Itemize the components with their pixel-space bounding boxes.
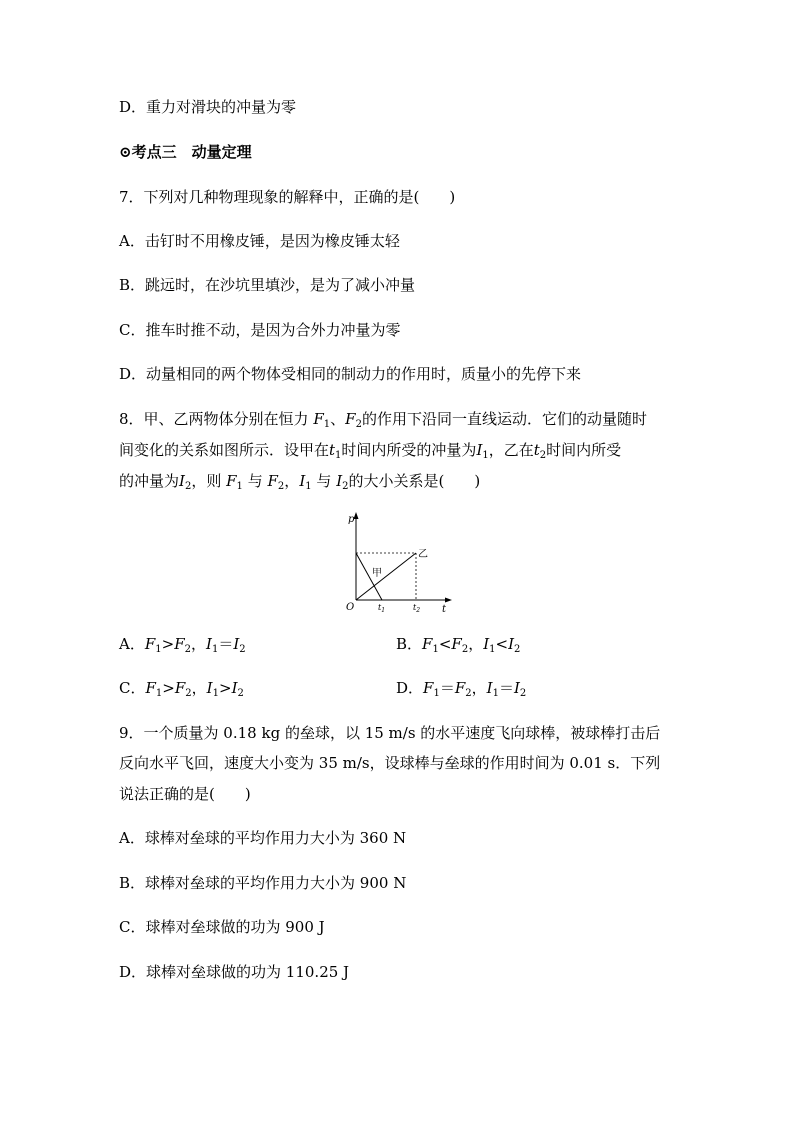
q7-option-a: A．击钉时不用橡皮锤，是因为橡皮锤太轻 [119, 232, 400, 250]
q8-option-d: D．$F_1=F_2$，$I_1=I_2$ [396, 679, 527, 699]
q7-stem: 7．下列对几种物理现象的解释中，正确的是( ) [119, 188, 456, 206]
q8-option-b: B．$F_1<F_2$，$I_1<I_2$ [396, 635, 521, 655]
q8-stem-line1: 8．甲、乙两物体分别在恒力 $F_1$、$F_2$的作用下沿同一直线运动．它们的动量随时 [119, 410, 647, 430]
q7-option-b: B．跳远时，在沙坑里填沙，是为了减小冲量 [119, 276, 416, 294]
yi-label: 乙 [418, 549, 428, 560]
jia-label: 甲 [372, 568, 382, 579]
t-axis-arrow-icon [445, 598, 452, 603]
q7-option-d: D．动量相同的两个物体受相同的制动力的作用时，质量小的先停下来 [119, 365, 582, 383]
q9-option-a: A．球棒对垒球的平均作用力大小为 360 N [119, 829, 407, 847]
momentum-time-graph [338, 508, 458, 612]
q8-stem-line3: 的冲量为$I_2$，则 $F_1$ 与 $F_2$，$I_1$ 与 $I_2$的大小关系是( ) [119, 472, 481, 492]
q9-stem-line3: 说法正确的是( ) [119, 785, 251, 803]
t1-label: $t_1$ [378, 603, 386, 612]
origin-label: O [346, 602, 355, 612]
target-icon: ⊙ [119, 143, 132, 161]
q7-option-c: C．推车时推不动，是因为合外力冲量为零 [119, 321, 401, 339]
p-label: p [348, 514, 355, 525]
line-yi [356, 553, 416, 600]
q9-option-d: D．球棒对垒球做的功为 110.25 J [119, 963, 350, 981]
t-label: t [442, 604, 447, 612]
q6-option-d: D．重力对滑块的冲量为零 [119, 98, 297, 116]
t2-label: $t_2$ [413, 603, 421, 612]
q9-stem-line1: 9．一个质量为 0.18 kg 的垒球，以 15 m/s 的水平速度飞向球棒，被球棒打击后 [119, 724, 661, 742]
q8-option-a: A．$F_1>F_2$，$I_1=I_2$ [119, 635, 246, 655]
q9-option-c: C．球棒对垒球做的功为 900 J [119, 918, 325, 936]
q8-stem-line2: 间变化的关系如图所示．设甲在$t_1$时间内所受的冲量为$I_1$，乙在$t_2$时间内所受 [119, 441, 622, 461]
section-title: 考点三 动量定理 [131, 143, 252, 161]
q9-option-b: B．球棒对垒球的平均作用力大小为 900 N [119, 874, 407, 892]
section-heading [119, 141, 252, 163]
q8-option-c: C．$F_1>F_2$，$I_1>I_2$ [119, 679, 244, 699]
q9-stem-line2: 反向水平飞回，速度大小变为 35 m/s，设球棒与垒球的作用时间为 0.01 s．下列 [119, 754, 661, 772]
